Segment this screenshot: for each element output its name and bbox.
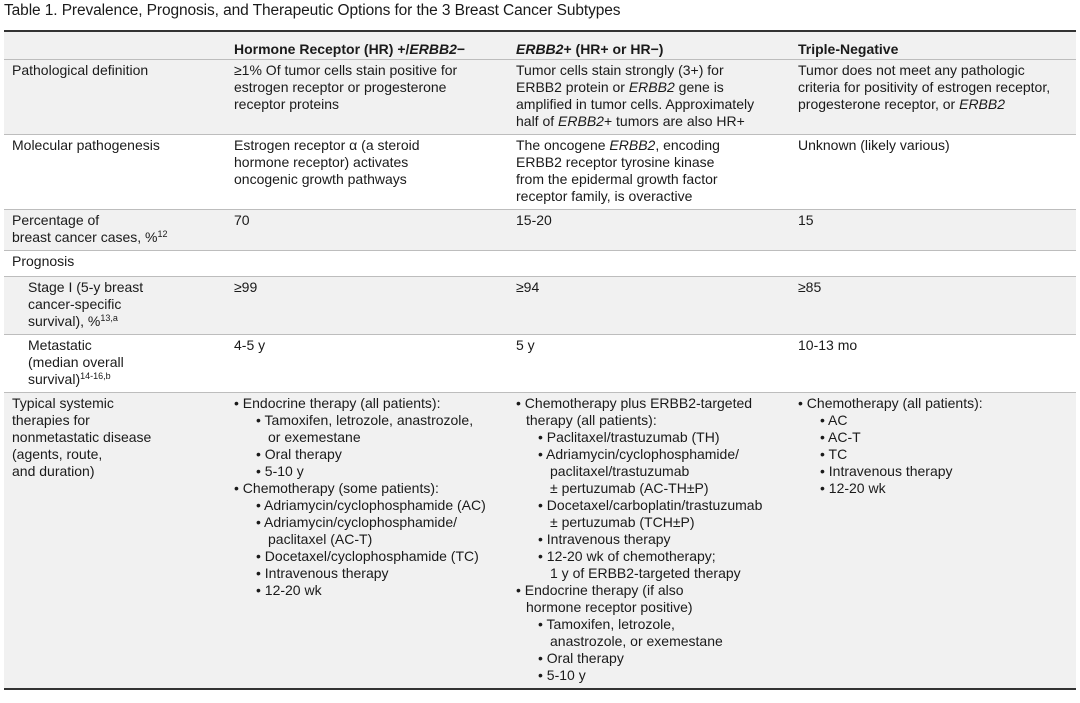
text-line: therapies for	[12, 412, 90, 428]
text-line: cancer-specific	[28, 296, 122, 312]
text-fragment: survival), %	[28, 313, 101, 329]
bullet-continuation: hormone receptor positive)	[526, 599, 693, 615]
cell-metastatic-erbb2: 5 y	[508, 335, 790, 393]
bullet-continuation: paclitaxel/trastuzumab	[550, 463, 690, 479]
cell-therapies-erbb2	[508, 393, 790, 690]
text-line: Percentage of	[12, 212, 100, 228]
cell-metastatic-hr: 4-5 y	[226, 335, 508, 393]
label-therapies	[4, 393, 226, 690]
text-line	[12, 229, 218, 246]
table-caption: Table 1. Prevalence, Prognosis, and Therapeutic Options for the 3 Breast Cancer Subtypes	[4, 2, 621, 19]
text-fragment: , encoding	[655, 137, 720, 153]
bullet-continuation: anastrozole, or exemestane	[550, 633, 723, 649]
text-line: criteria for positivity of estrogen receptor,	[798, 79, 1051, 95]
text-line: (agents, route,	[12, 446, 103, 462]
text-line: Tumor cells stain strongly (3+) for	[516, 62, 724, 78]
text-line: amplified in tumor cells. Approximately	[516, 96, 755, 112]
bullet-subitem: • Adriamycin/cyclophosphamide (AC)	[256, 497, 486, 513]
header-hr-text: Hormone Receptor (HR) +/	[234, 41, 410, 57]
header-hr-minus: −	[456, 41, 466, 57]
bullet-subitem: • Intravenous therapy	[820, 463, 953, 479]
bullet-subitem: • Intravenous therapy	[256, 565, 389, 581]
label-percentage	[4, 210, 226, 251]
cell-pathological-hr	[226, 60, 508, 135]
bullet-subitem: • Tamoxifen, letrozole, anastrozole,	[256, 412, 474, 428]
label-metastatic	[4, 335, 226, 393]
text-line: Typical systemic	[12, 395, 114, 411]
bullet-item: • Endocrine therapy (all patients):	[234, 395, 441, 411]
bullet-continuation: or exemestane	[268, 429, 361, 445]
text-fragment: breast cancer cases, %	[12, 229, 158, 245]
bullet-subitem: • Oral therapy	[256, 446, 342, 462]
cell-molecular-erbb2	[508, 135, 790, 210]
subtypes-table	[4, 30, 1076, 690]
bullet-continuation: paclitaxel (AC-T)	[268, 531, 373, 547]
cell-percentage-erbb2: 15-20	[508, 210, 790, 251]
bullet-subitem: • Oral therapy	[538, 650, 624, 666]
bullet-item: • Chemotherapy (all patients):	[798, 395, 983, 411]
cell-prognosis-empty	[226, 251, 508, 277]
cell-stage-1-hr: ≥99	[226, 277, 508, 335]
text-fragment: + tumors are also HR+	[603, 113, 745, 129]
cell-prognosis-empty	[790, 251, 1076, 277]
bullet-subitem: • 12-20 wk of chemotherapy;	[538, 548, 716, 564]
text-line	[516, 113, 782, 130]
bullet-continuation: ± pertuzumab (AC-TH±P)	[550, 480, 709, 496]
bullet-continuation: 1 y of ERBB2-targeted therapy	[550, 565, 741, 581]
gene-name: ERBB2	[628, 79, 675, 95]
cell-molecular-tn	[790, 135, 1076, 210]
header-erbb2-text: + (HR+ or HR−)	[563, 41, 664, 57]
label-molecular: Molecular pathogenesis	[4, 135, 226, 210]
text-line: Unknown (likely various)	[798, 137, 950, 153]
label-pathological: Pathological definition	[4, 60, 226, 135]
header-hr-positive	[226, 31, 508, 60]
text-line	[516, 79, 782, 96]
text-fragment: progesterone receptor, or	[798, 96, 960, 112]
row-therapies	[4, 393, 1076, 690]
row-percentage	[4, 210, 1076, 251]
cell-pathological-tn	[790, 60, 1076, 135]
cell-stage-1-erbb2: ≥94	[508, 277, 790, 335]
cell-therapies-hr	[226, 393, 508, 690]
bullet-subitem: • 12-20 wk	[820, 480, 886, 496]
bullet-subitem: • 5-10 y	[538, 667, 586, 683]
bullet-item: • Chemotherapy plus ERBB2-targeted	[516, 395, 753, 411]
gene-name: ERBB2	[609, 137, 656, 153]
cell-stage-1-tn: ≥85	[790, 277, 1076, 335]
row-stage-1	[4, 277, 1076, 335]
text-fragment: ERBB2 protein or	[516, 79, 629, 95]
header-erbb2-positive	[508, 31, 790, 60]
header-triple-negative: Triple-Negative	[790, 31, 1076, 60]
bullet-subitem: • Docetaxel/carboplatin/trastuzumab	[538, 497, 763, 513]
cell-molecular-hr	[226, 135, 508, 210]
gene-name: ERBB2	[959, 96, 1006, 112]
row-prognosis	[4, 251, 1076, 277]
text-line	[28, 313, 218, 330]
bullet-subitem: • Intravenous therapy	[538, 531, 671, 547]
subtypes-table-wrapper	[4, 30, 1076, 690]
cell-percentage-tn: 15	[790, 210, 1076, 251]
text-line: hormone receptor) activates	[234, 154, 409, 170]
bullet-item: • Endocrine therapy (if also	[516, 582, 684, 598]
cell-percentage-hr: 70	[226, 210, 508, 251]
bullet-item: • Chemotherapy (some patients):	[234, 480, 439, 496]
text-fragment: survival)	[28, 371, 81, 387]
bullet-subitem: • 12-20 wk	[256, 582, 322, 598]
cell-prognosis-empty	[508, 251, 790, 277]
header-empty	[4, 31, 226, 60]
bullet-subitem: • 5-10 y	[256, 463, 304, 479]
text-line: Stage I (5-y breast	[28, 279, 144, 295]
text-line: estrogen receptor or progesterone	[234, 79, 447, 95]
bullet-subitem: • Adriamycin/cyclophosphamide/	[538, 446, 739, 462]
text-line: Metastatic	[28, 337, 92, 353]
text-line: and duration)	[12, 463, 95, 479]
header-hr-gene: ERBB2	[409, 41, 457, 57]
label-prognosis: Prognosis	[4, 251, 226, 277]
text-line: ≥1% Of tumor cells stain positive for	[234, 62, 458, 78]
reference-superscript: 13,a	[100, 313, 118, 323]
bullet-subitem: • AC-T	[820, 429, 861, 445]
bullet-subitem: • TC	[820, 446, 848, 462]
text-line: Estrogen receptor α (a steroid	[234, 137, 420, 153]
bullet-subitem: • Adriamycin/cyclophosphamide/	[256, 514, 457, 530]
text-fragment: gene is	[674, 79, 724, 95]
cell-therapies-tn	[790, 393, 1076, 690]
text-line: nonmetastatic disease	[12, 429, 152, 445]
text-line	[516, 137, 782, 154]
label-stage-1	[4, 277, 226, 335]
text-line: receptor family, is overactive	[516, 188, 693, 204]
row-molecular-pathogenesis	[4, 135, 1076, 210]
header-erbb2-gene: ERBB2	[516, 41, 564, 57]
text-line: oncogenic growth pathways	[234, 171, 407, 187]
row-pathological-definition	[4, 60, 1076, 135]
row-metastatic	[4, 335, 1076, 393]
text-fragment: half of	[516, 113, 559, 129]
header-row	[4, 31, 1076, 60]
text-line: (median overall	[28, 354, 124, 370]
text-line	[798, 96, 1068, 113]
bullet-continuation: ± pertuzumab (TCH±P)	[550, 514, 695, 530]
gene-name: ERBB2	[558, 113, 604, 129]
bullet-subitem: • Docetaxel/cyclophosphamide (TC)	[256, 548, 479, 564]
text-line	[28, 371, 218, 388]
bullet-subitem: • Tamoxifen, letrozole,	[538, 616, 675, 632]
text-line: ERBB2 receptor tyrosine kinase	[516, 154, 715, 170]
text-line: Tumor does not meet any pathologic	[798, 62, 1025, 78]
reference-superscript: 14-16,b	[80, 371, 111, 381]
bullet-continuation: therapy (all patients):	[526, 412, 657, 428]
text-line: receptor proteins	[234, 96, 340, 112]
bullet-subitem: • Paclitaxel/trastuzumab (TH)	[538, 429, 720, 445]
text-line: from the epidermal growth factor	[516, 171, 718, 187]
cell-metastatic-tn: 10-13 mo	[790, 335, 1076, 393]
reference-superscript: 12	[157, 229, 168, 239]
bullet-subitem: • AC	[820, 412, 848, 428]
cell-pathological-erbb2	[508, 60, 790, 135]
text-fragment: The oncogene	[516, 137, 610, 153]
